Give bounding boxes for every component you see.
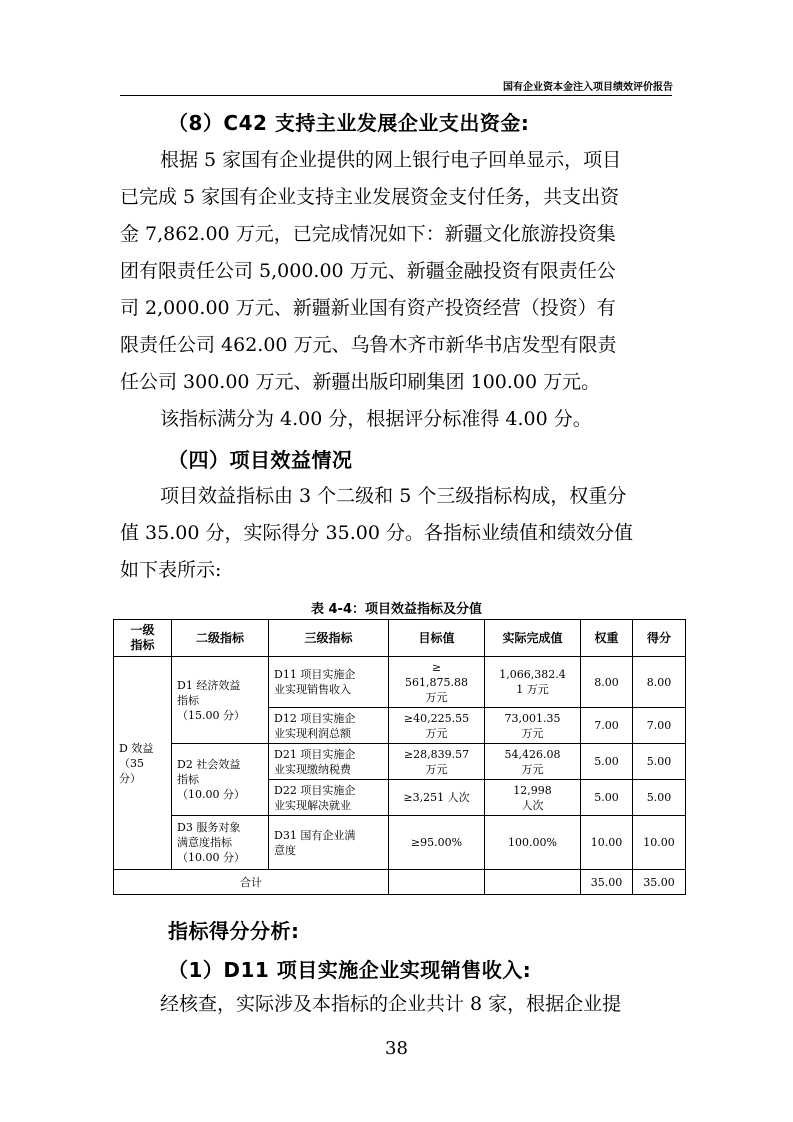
level3-cell: D31 国有企业满 意度	[269, 816, 389, 870]
header-level1: 一级 指标	[114, 620, 172, 657]
total-weight-cell: 35.00	[581, 870, 633, 895]
actual-cell: 73,001.35 万元	[485, 708, 581, 744]
score-line: 该指标满分为 4.00 分，根据评分标准得 4.00 分。	[160, 408, 592, 430]
paragraph-line: 司 2,000.00 万元、新疆新业国有资产投资经营（投资）有	[120, 297, 616, 319]
benefit-indicator-table	[113, 619, 686, 895]
paragraph-line: 值 35.00 分，实际得分 35.00 分。各指标业绩值和绩效分值	[120, 522, 633, 544]
header-level3: 三级指标	[269, 620, 389, 657]
actual-cell: 1,066,382.4 1 万元	[485, 657, 581, 708]
target-cell: ≥28,839.57 万元	[389, 744, 485, 780]
header-target: 目标值	[389, 620, 485, 657]
weight-cell: 5.00	[581, 780, 633, 816]
page-number: 38	[385, 1038, 408, 1059]
paragraph-c42	[120, 142, 675, 401]
actual-cell: 100.00%	[485, 816, 581, 870]
level2-cell: D3 服务对象 满意度指标 （10.00 分）	[172, 816, 269, 870]
paragraph-benefits	[120, 478, 675, 589]
actual-cell: 54,426.08 万元	[485, 744, 581, 780]
total-empty-cell	[389, 870, 485, 895]
paragraph-line: 金 7,862.00 万元，已完成情况如下：新疆文化旅游投资集	[120, 223, 616, 245]
paragraph-line: 项目效益指标由 3 个二级和 5 个三级指标构成，权重分	[160, 485, 627, 507]
target-cell: ≥40,225.55 万元	[389, 708, 485, 744]
header-score: 得分	[633, 620, 686, 657]
total-score-cell: 35.00	[633, 870, 686, 895]
score-cell: 10.00	[633, 816, 686, 870]
level1-cell: D 效益 （35 分）	[114, 657, 172, 870]
paragraph-line: 已完成 5 家国有企业支持主业发展资金支付任务，共支出资	[120, 186, 620, 208]
table-row	[114, 816, 686, 870]
paragraph-line: 根据 5 家国有企业提供的网上银行电子回单显示，项目	[160, 149, 622, 171]
table-caption: 表 4-4：项目效益指标及分值	[310, 602, 482, 617]
target-cell: ≥3,251 人次	[389, 780, 485, 816]
paragraph-line: 如下表所示:	[120, 559, 222, 581]
weight-cell: 10.00	[581, 816, 633, 870]
level2-cell: D1 经济效益 指标 （15.00 分）	[172, 657, 269, 744]
weight-cell: 7.00	[581, 708, 633, 744]
target-cell: ≥ 561,875.88 万元	[389, 657, 485, 708]
score-cell: 8.00	[633, 657, 686, 708]
level3-cell: D22 项目实施企 业实现解决就业	[269, 780, 389, 816]
total-label-cell: 合计	[114, 870, 389, 895]
weight-cell: 8.00	[581, 657, 633, 708]
running-header: 国有企业资本金注入项目绩效评价报告	[503, 82, 673, 93]
header-actual: 实际完成值	[485, 620, 581, 657]
header-level2: 二级指标	[172, 620, 269, 657]
total-empty-cell	[485, 870, 581, 895]
table-total-row	[114, 870, 686, 895]
level3-cell: D12 项目实施企 业实现利润总额	[269, 708, 389, 744]
level3-cell: D11 项目实施企 业实现销售收入	[269, 657, 389, 708]
table-row	[114, 744, 686, 780]
header-rule	[120, 95, 672, 96]
header-weight: 权重	[581, 620, 633, 657]
weight-cell: 5.00	[581, 744, 633, 780]
analysis-line: 经核查，实际涉及本指标的企业共计 8 家，根据企业提	[160, 993, 622, 1015]
analysis-subheading: （1）D11 项目实施企业实现销售收入:	[168, 958, 532, 982]
score-cell: 5.00	[633, 744, 686, 780]
analysis-heading: 指标得分分析:	[168, 919, 300, 943]
paragraph-line: 任公司 300.00 万元、新疆出版印刷集团 100.00 万元。	[120, 371, 601, 393]
actual-cell: 12,998 人次	[485, 780, 581, 816]
section-heading-c42: （8）C42 支持主业发展企业支出资金:	[168, 111, 530, 135]
table-row	[114, 657, 686, 708]
paragraph-line: 团有限责任公司 5,000.00 万元、新疆金融投资有限责任公	[120, 260, 616, 282]
level3-cell: D21 项目实施企 业实现缴纳税费	[269, 744, 389, 780]
section-heading-benefits: （四）项目效益情况	[168, 448, 353, 472]
paragraph-line: 限责任公司 462.00 万元、乌鲁木齐市新华书店发型有限责	[120, 334, 617, 356]
score-cell: 7.00	[633, 708, 686, 744]
target-cell: ≥95.00%	[389, 816, 485, 870]
score-cell: 5.00	[633, 780, 686, 816]
table-header-row	[114, 620, 686, 657]
level2-cell: D2 社会效益 指标 （10.00 分）	[172, 744, 269, 816]
